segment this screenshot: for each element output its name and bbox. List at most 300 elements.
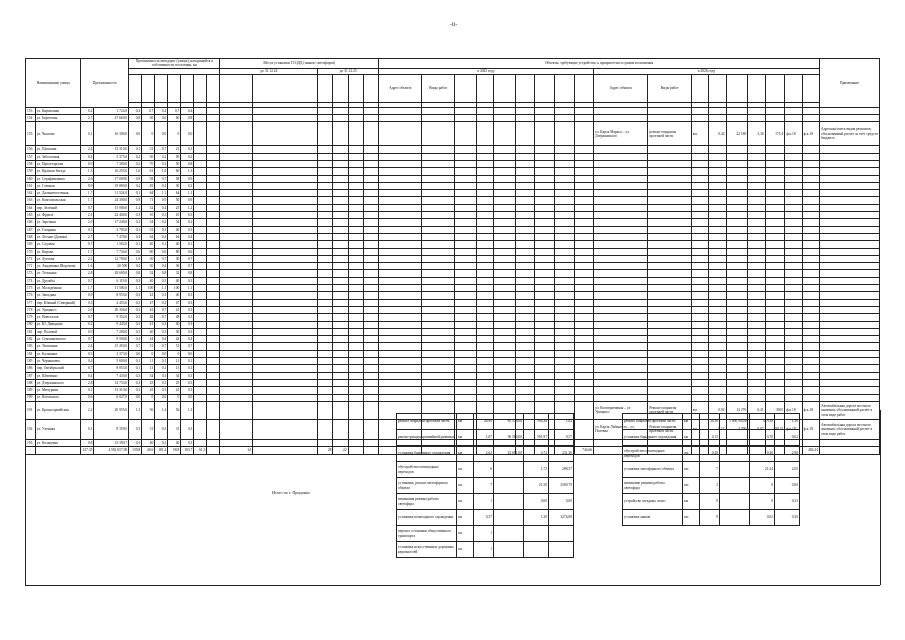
table-cell [748,387,765,394]
table-cell [820,226,880,233]
table-cell: 0,4 [129,336,142,343]
table-cell [785,365,802,372]
table-cell [422,350,455,357]
table-cell [648,204,691,211]
table-cell [709,336,726,343]
table-cell [594,394,648,401]
table-cell [748,161,765,168]
table-cell [535,299,555,306]
table-cell [820,248,880,255]
table-cell [363,328,378,335]
table-cell [515,219,535,226]
table-cell [515,146,535,153]
table-cell [748,365,765,372]
table-cell [648,255,691,262]
table-cell [820,107,880,114]
table-cell [709,146,726,153]
table-cell [253,292,318,299]
table-cell [594,146,648,153]
table-cell: 0,9 [81,161,94,168]
header-year-2026: в 2026 году [594,68,820,74]
table-cell: 5 600,0 [94,358,129,365]
table-cell: ф.к.18 [785,419,802,439]
table-cell [476,292,493,299]
table-cell: ул. Мичурина [35,387,81,394]
summary-cell-a: 0,30 [700,446,720,462]
table-cell [594,212,648,219]
table-cell [515,263,535,270]
table-cell: 48 [142,314,155,321]
table-cell [726,197,748,204]
table-cell [515,270,535,277]
table-cell [820,212,880,219]
table-cell [318,212,333,219]
table-cell [220,387,253,394]
table-cell [194,122,207,146]
table-cell [494,387,516,394]
table-cell [455,255,477,262]
table-cell: 20 500 [94,263,129,270]
table-cell: км [691,401,708,419]
table-cell: 0,2 [129,182,142,189]
table-cell [785,336,802,343]
table-cell [422,161,455,168]
table-cell [594,358,648,365]
table-cell [515,277,535,284]
table-cell [422,277,455,284]
table-cell [363,387,378,394]
table-cell [648,379,691,386]
totals-cell: 4 582 657,99 [94,447,129,455]
table-cell [333,248,348,255]
table-cell [455,299,477,306]
table-cell [748,146,765,153]
table-cell [220,153,253,160]
table-cell: 1,6 [81,263,94,270]
table-cell [785,358,802,365]
table-cell [348,401,363,419]
table-cell [574,146,594,153]
table-cell [379,394,422,401]
table-cell [748,197,765,204]
table-cell [726,248,748,255]
totals-cell [253,447,318,455]
table-cell [494,115,516,122]
table-cell [765,336,785,343]
table-cell [194,255,207,262]
table-cell [515,379,535,386]
summary-cell-name: изменение режима работы светофора [623,478,683,494]
table-cell [515,161,535,168]
frame-right-border [880,410,881,585]
table-cell: ул. Калинина [35,350,81,357]
table-cell [379,175,422,182]
table-cell [455,358,477,365]
table-cell [363,277,378,284]
table-cell: 0,3 [155,212,168,219]
table-cell: 42 [168,336,181,343]
table-cell: 0,3 [155,372,168,379]
table-cell [820,328,880,335]
table-cell [207,153,220,160]
table-cell [422,168,455,175]
table-cell [648,168,691,175]
table-cell [220,336,253,343]
table-cell [594,328,648,335]
table-cell [748,168,765,175]
table-cell: ул. Пролетарская [35,161,81,168]
table-cell [476,168,493,175]
table-cell [220,277,253,284]
table-cell [318,226,333,233]
table-cell: 47 [168,299,181,306]
summary-cell-a: 8 [700,510,720,526]
table-cell [476,358,493,365]
summary-cell-u: шт. [683,462,700,478]
table-cell [709,314,726,321]
table-cell [379,270,422,277]
table-cell [348,263,363,270]
table-cell [455,115,477,122]
table-cell [207,270,220,277]
table-cell [594,255,648,262]
table-cell [748,343,765,350]
table-cell [253,241,318,248]
table-cell [554,277,574,284]
table-cell [253,255,318,262]
table-cell [765,241,785,248]
summary-cell-d: 0,30 [775,510,800,526]
table-cell [333,358,348,365]
table-cell [554,146,574,153]
table-cell: 14 733,0 [94,379,129,386]
table-cell [379,343,422,350]
table-cell: 0,9 [81,292,94,299]
table-cell: 0,7 [155,175,168,182]
header-addr-2026: Адрес объекта [594,74,648,102]
table-cell [820,161,880,168]
table-cell [594,204,648,211]
table-cell [363,182,378,189]
table-cell [476,115,493,122]
table-cell: Ремонт покрытия проезжей части [648,401,691,419]
table-cell [820,182,880,189]
table-cell [709,241,726,248]
table-cell [363,365,378,372]
table-cell [494,328,516,335]
table-cell: 0,4 [181,336,194,343]
table-cell: ремонт покрытия проезжей части [648,122,691,146]
summary-cell-name: перенос остановки общественного транспорта [397,526,457,542]
table-cell [748,233,765,240]
table-cell [554,343,574,350]
table-cell [455,190,477,197]
table-cell [348,365,363,372]
table-cell [709,277,726,284]
table-cell [802,241,819,248]
table-cell [455,306,477,313]
summary-cell-name: установка, ремонт светофорного объекта [397,478,457,494]
table-cell [318,419,333,439]
table-cell [802,168,819,175]
table-cell [455,212,477,219]
table-cell: ул. Тельмана [35,270,81,277]
summary-row [397,526,574,542]
table-row [26,212,880,219]
table-cell [748,328,765,335]
table-cell [422,343,455,350]
table-row [26,358,880,365]
table-cell: 32 [142,270,155,277]
table-cell [455,270,477,277]
totals-cell [207,447,220,455]
table-cell [726,350,748,357]
summary-cell-b [494,462,524,478]
table-cell [455,365,477,372]
table-cell [348,175,363,182]
table-cell [765,387,785,394]
table-cell: 0,3 [155,387,168,394]
summary-cell-a: 2 [700,478,720,494]
table-row [26,241,880,248]
table-cell [820,299,880,306]
table-cell [363,146,378,153]
table-cell [535,182,555,189]
summary-cell-b [720,446,750,462]
table-cell: 50 [168,197,181,204]
table-cell: 43 [142,306,155,313]
table-cell [648,350,691,357]
table-cell [648,248,691,255]
table-cell: 80 [142,248,155,255]
table-cell: 0,4 [155,336,168,343]
table-cell: 0,7 [155,343,168,350]
table-cell [220,204,253,211]
table-cell: 174 [26,277,36,284]
table-cell [765,255,785,262]
table-cell [422,122,455,146]
table-cell [535,168,555,175]
table-cell [379,146,422,153]
table-cell [574,292,594,299]
table-cell [802,328,819,335]
table-cell [379,299,422,306]
table-cell [748,190,765,197]
table-cell [515,255,535,262]
table-cell [363,226,378,233]
table-cell [554,358,574,365]
table-cell [379,350,422,357]
table-cell [594,387,648,394]
table-cell [709,299,726,306]
table-cell [207,107,220,114]
summary-cell-c: 21,24 [750,462,775,478]
table-cell [726,379,748,386]
table-cell [422,336,455,343]
table-cell [515,314,535,321]
table-cell [726,270,748,277]
table-cell [348,336,363,343]
table-cell [333,161,348,168]
summary-cell-u: км [683,414,700,430]
table-row [26,146,880,153]
table-cell [207,263,220,270]
table-cell [574,161,594,168]
table-cell: 0,0 [155,394,168,401]
table-cell [494,233,516,240]
table-cell [594,115,648,122]
totals-cell: 28 [318,447,333,455]
table-cell [422,285,455,292]
table-cell [333,292,348,299]
summary-cell-c: 0,02 [750,510,775,526]
table-cell: ф.к.18 [802,419,819,439]
table-cell [765,379,785,386]
table-cell [318,299,333,306]
table-cell [765,350,785,357]
table-cell: 9 500,0 [94,336,129,343]
table-cell [726,182,748,189]
table-cell [333,343,348,350]
summary-cell-a: 1 [474,526,494,542]
table-cell [422,219,455,226]
table-cell [348,419,363,439]
table-cell [802,285,819,292]
table-cell: 100 [142,285,155,292]
table-row [26,107,880,114]
table-cell [726,226,748,233]
table-cell [494,226,516,233]
totals-cell: 34 [220,447,253,455]
table-cell [220,122,253,146]
summary-row [397,430,574,446]
table-cell [494,277,516,284]
table-cell [535,161,555,168]
table-cell [363,233,378,240]
table-cell [726,107,748,114]
summary-cell-name: установка барьерного ограждения [623,430,683,446]
table-cell [318,321,333,328]
table-cell [253,263,318,270]
table-cell [535,241,555,248]
table-cell [594,299,648,306]
summary-cell-c [524,542,549,558]
table-cell [348,358,363,365]
table-cell: ул. Молодёжная [35,285,81,292]
table-cell [333,277,348,284]
table-cell: ул. Западная [35,292,81,299]
table-cell [748,226,765,233]
table-cell [802,248,819,255]
table-cell [363,439,378,446]
table-cell [515,306,535,313]
table-cell: 0,8 [181,161,194,168]
header-period1: до 31.12.24 [220,68,318,74]
table-cell: ф.к.18 [785,401,802,419]
table-cell: 0,3 [155,439,168,446]
table-cell [220,350,253,357]
table-cell: 13 [142,365,155,372]
table-cell [253,336,318,343]
table-row [26,204,880,211]
table-cell [422,299,455,306]
table-cell [253,299,318,306]
table-cell [648,241,691,248]
table-cell [194,204,207,211]
table-cell: 0,4 [81,358,94,365]
table-cell [691,394,708,401]
table-cell [535,122,555,146]
table-cell [422,204,455,211]
table-cell: 169 [26,241,36,248]
table-cell [422,241,455,248]
table-cell [494,314,516,321]
table-cell [648,263,691,270]
table-cell [333,299,348,306]
table-cell: 40 [168,226,181,233]
table-cell: 36 [168,263,181,270]
summary-cell-name: ремонт покрытия проезжей части [623,414,683,430]
table-cell: 173 [26,270,36,277]
table-cell: 3 703,0 [94,226,129,233]
table-cell [820,277,880,284]
table-cell [476,336,493,343]
summary-cell-u: шт. [457,494,474,510]
table-cell [379,358,422,365]
table-cell: 0,1 [129,146,142,153]
totals-cell: 40,6 [142,447,155,455]
summary-row [623,478,800,494]
table-cell [748,219,765,226]
table-row [26,115,880,122]
table-cell [554,299,574,306]
table-cell [802,107,819,114]
table-cell [691,212,708,219]
table-cell [207,314,220,321]
summary-row [623,510,800,526]
table-cell: 0,1 [129,190,142,197]
table-cell [726,321,748,328]
table-cell: 30 [142,255,155,262]
table-cell [802,233,819,240]
summary-cell-c: 479,58 [750,414,775,430]
table-cell [194,299,207,306]
table-cell [318,263,333,270]
table-cell [455,161,477,168]
table-cell [726,394,748,401]
table-cell [554,226,574,233]
summary-cell-d: 2,05 [775,462,800,478]
table-cell [691,248,708,255]
table-cell [748,107,765,114]
table-cell [802,365,819,372]
table-cell: ул. Дзержинского [35,379,81,386]
table-cell [253,343,318,350]
table-cell [691,190,708,197]
table-cell [220,182,253,189]
table-cell: 2,8 [81,379,94,386]
table-cell [594,336,648,343]
table-cell: 6,41 [748,401,765,419]
table-cell: 178 [26,306,36,313]
table-cell [494,204,516,211]
table-cell [554,255,574,262]
table-cell [574,226,594,233]
table-cell [455,175,477,182]
table-cell [574,122,594,146]
table-cell [379,379,422,386]
table-cell [691,358,708,365]
